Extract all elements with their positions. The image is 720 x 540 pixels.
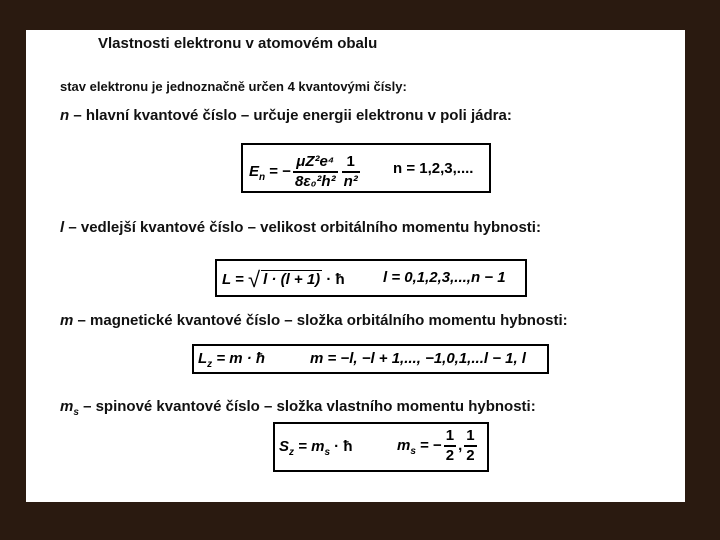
energy-frac2 (342, 153, 360, 191)
magnetic-range-text: m = −l, −l + 1,..., −1,0,1,...l − 1, l (310, 350, 526, 367)
formula-magnetic-box (192, 344, 549, 374)
magnetic-range (310, 350, 526, 367)
energy-frac2-num: 1 (342, 153, 360, 173)
magnetic-lhs: L (198, 350, 208, 367)
energy-lhs: E (249, 162, 260, 180)
spin-rhs: = m (294, 438, 325, 455)
spin-formula (279, 438, 353, 458)
spin-ms: m (397, 436, 411, 454)
magnetic-lhs-sub: z (207, 359, 213, 370)
spin-lhs: S (279, 438, 290, 455)
heading-principal-text: – hlavní kvantové číslo – určuje energii elektronu v poli jádra: (69, 107, 512, 124)
angular-formula (222, 267, 345, 293)
formula-spin-box (273, 422, 489, 472)
sqrt-icon: √ (248, 267, 261, 292)
energy-frac1 (293, 153, 338, 191)
spin-frac1-num: 1 (444, 427, 456, 447)
slide-title: Vlastnosti elektronu v atomovém obalu (98, 35, 378, 52)
intro-text: stav elektronu je jednoznačně určen 4 kvantovými čísly: (60, 79, 407, 94)
spin-frac2-den: 2 (466, 447, 475, 464)
symbol-ms: m (60, 398, 74, 415)
heading-principal (60, 107, 512, 124)
symbol-l: l (60, 219, 65, 236)
spin-lhs-sub: z (289, 447, 295, 458)
magnetic-formula (198, 350, 265, 370)
symbol-n: n (60, 107, 70, 124)
symbol-ms-sub: s (73, 407, 79, 418)
energy-eq: = − (265, 162, 291, 180)
spin-rhs-tail: · ħ (330, 438, 353, 455)
heading-spin (60, 398, 536, 418)
energy-range: n = 1,2,3,.... (393, 160, 474, 177)
angular-range-text: l = 0,1,2,3,...,n − 1 (383, 269, 506, 286)
heading-magnetic-text: – magnetické kvantové číslo – složka orbitálního momentu hybnosti: (73, 312, 568, 329)
energy-frac2-den: n² (343, 173, 358, 190)
angular-range (383, 269, 506, 286)
spin-frac1-den: 2 (445, 447, 455, 464)
spin-ms-sub: s (410, 445, 416, 457)
spin-ms-eq: = − (415, 436, 442, 454)
spin-frac2 (464, 427, 476, 465)
angular-tail: · ħ (322, 271, 345, 288)
heading-spin-text: – spinové kvantové číslo – složka vlastního momentu hybnosti: (78, 398, 536, 415)
energy-formula (249, 153, 362, 191)
angular-lhs: L = (222, 271, 248, 288)
spin-range (397, 427, 479, 465)
slide (26, 30, 685, 502)
spin-comma: , (458, 436, 463, 454)
symbol-m: m (60, 312, 74, 329)
formula-angular-box (215, 259, 527, 297)
spin-rhs-sub: s (324, 447, 331, 458)
heading-azimuthal-text: – vedlejší kvantové číslo – velikost orbitálního momentu hybnosti: (64, 219, 541, 236)
spin-frac2-num: 1 (464, 427, 476, 447)
angular-radicand: l · (l + 1) (263, 271, 321, 288)
heading-azimuthal (60, 219, 541, 236)
spin-frac1 (444, 427, 456, 465)
energy-frac1-num: μZ²e⁴ (293, 153, 338, 173)
energy-frac1-den: 8ε₀²h² (294, 173, 336, 190)
formula-energy-box (241, 143, 491, 193)
energy-lhs-sub: n (259, 171, 266, 183)
magnetic-rhs: = m · ħ (212, 350, 266, 367)
heading-magnetic (60, 312, 568, 329)
